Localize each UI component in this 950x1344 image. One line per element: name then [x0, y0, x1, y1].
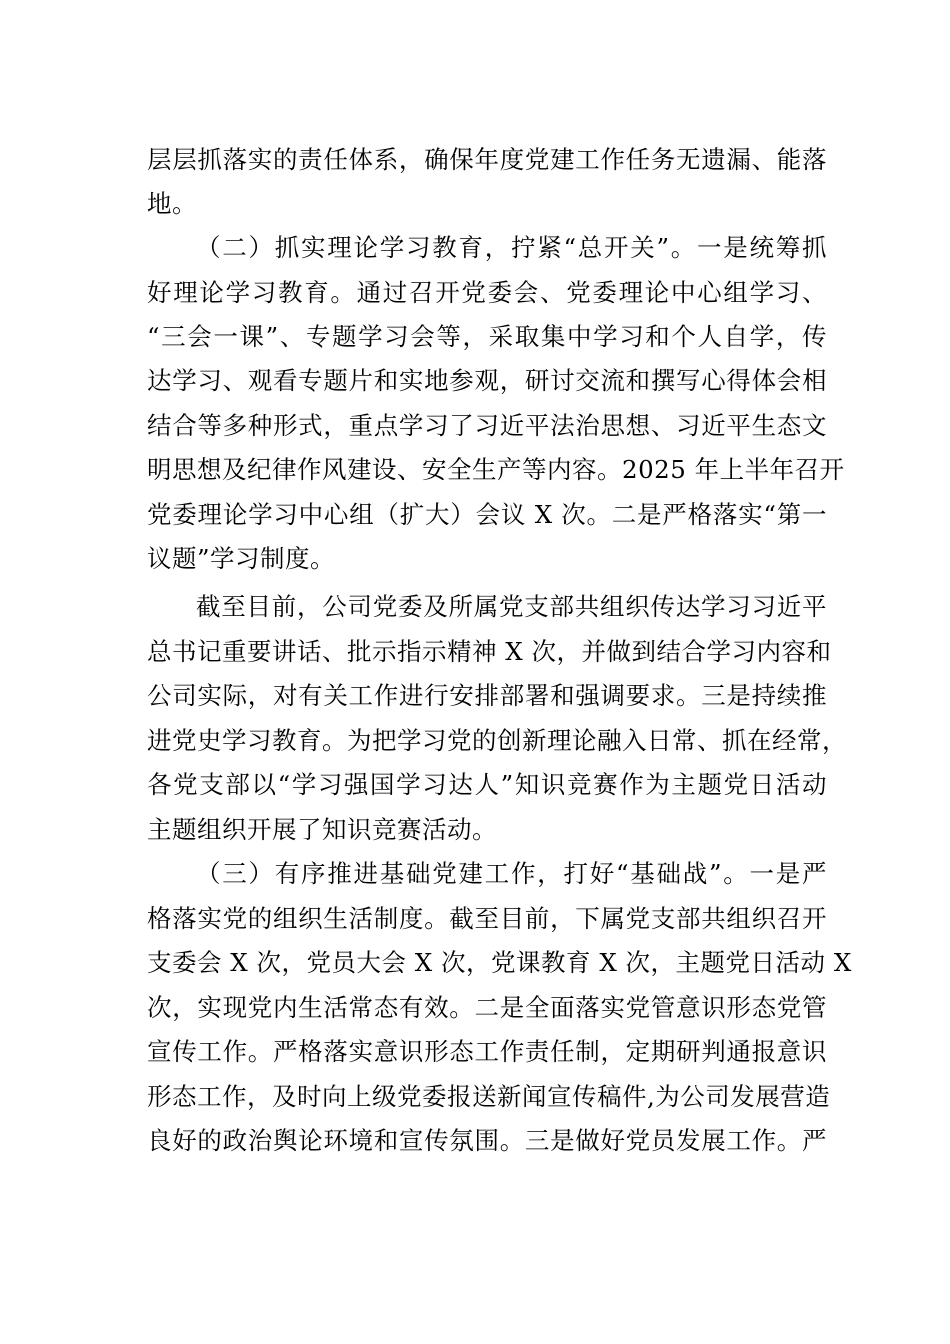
text-line: “三会一课”、专题学习会等，采取集中学习和个人自学，传	[147, 322, 827, 351]
text-line: 党委理论学习中心组（扩大）会议 X 次。二是严格落实“第一	[147, 500, 827, 529]
text-line: 好理论学习教育。通过召开党委会、党委理论中心组学习、	[147, 278, 827, 307]
text-line: 格落实党的组织生活制度。截至目前，下属党支部共组织召开	[147, 904, 827, 933]
text-line: 达学习、观看专题片和实地参观，研讨交流和撰写心得体会相	[147, 366, 827, 395]
text-line: 主题组织开展了知识竞赛活动。	[147, 815, 497, 844]
text-line: 形态工作，及时向上级党委报送新闻宣传稿件,为公司发展营造	[147, 1082, 831, 1111]
text-line: 明思想及纪律作风建设、安全生产等内容。2025 年上半年召开	[147, 455, 845, 484]
paragraph-start-line: 截至目前，公司党委及所属党支部共组织传达学习习近平	[196, 592, 827, 621]
text-line: 公司实际，对有关工作进行安排部署和强调要求。三是持续推	[147, 681, 827, 710]
text-line: 结合等多种形式，重点学习了习近平法治思想、习近平生态文	[147, 411, 827, 440]
text-line: 地。	[147, 189, 197, 218]
section-heading-line: （二）抓实理论学习教育，拧紧“总开关”。一是统筹抓	[196, 233, 827, 262]
text-line: 层层抓落实的责任体系，确保年度党建工作任务无遗漏、能落	[147, 145, 827, 174]
text-line: 良好的政治舆论环境和宣传氛围。三是做好党员发展工作。严	[147, 1126, 827, 1155]
text-line: 进党史学习教育。为把学习党的创新理论融入日常、抓在经常，	[147, 726, 847, 755]
text-line: 总书记重要讲话、批示指示精神 X 次，并做到结合学习内容和	[147, 637, 832, 666]
section-heading-line: （三）有序推进基础党建工作，打好“基础战”。一是严	[196, 859, 827, 888]
text-line: 议题”学习制度。	[147, 544, 336, 573]
text-line: 宣传工作。严格落实意识形态工作责任制，定期研判通报意识	[147, 1037, 827, 1066]
text-line: 次，实现党内生活常态有效。二是全面落实党管意识形态党管	[147, 993, 827, 1022]
text-line: 支委会 X 次，党员大会 X 次，党课教育 X 次，主题党日活动 X	[147, 948, 852, 977]
text-line: 各党支部以“学习强国学习达人”知识竞赛作为主题党日活动	[147, 770, 827, 799]
